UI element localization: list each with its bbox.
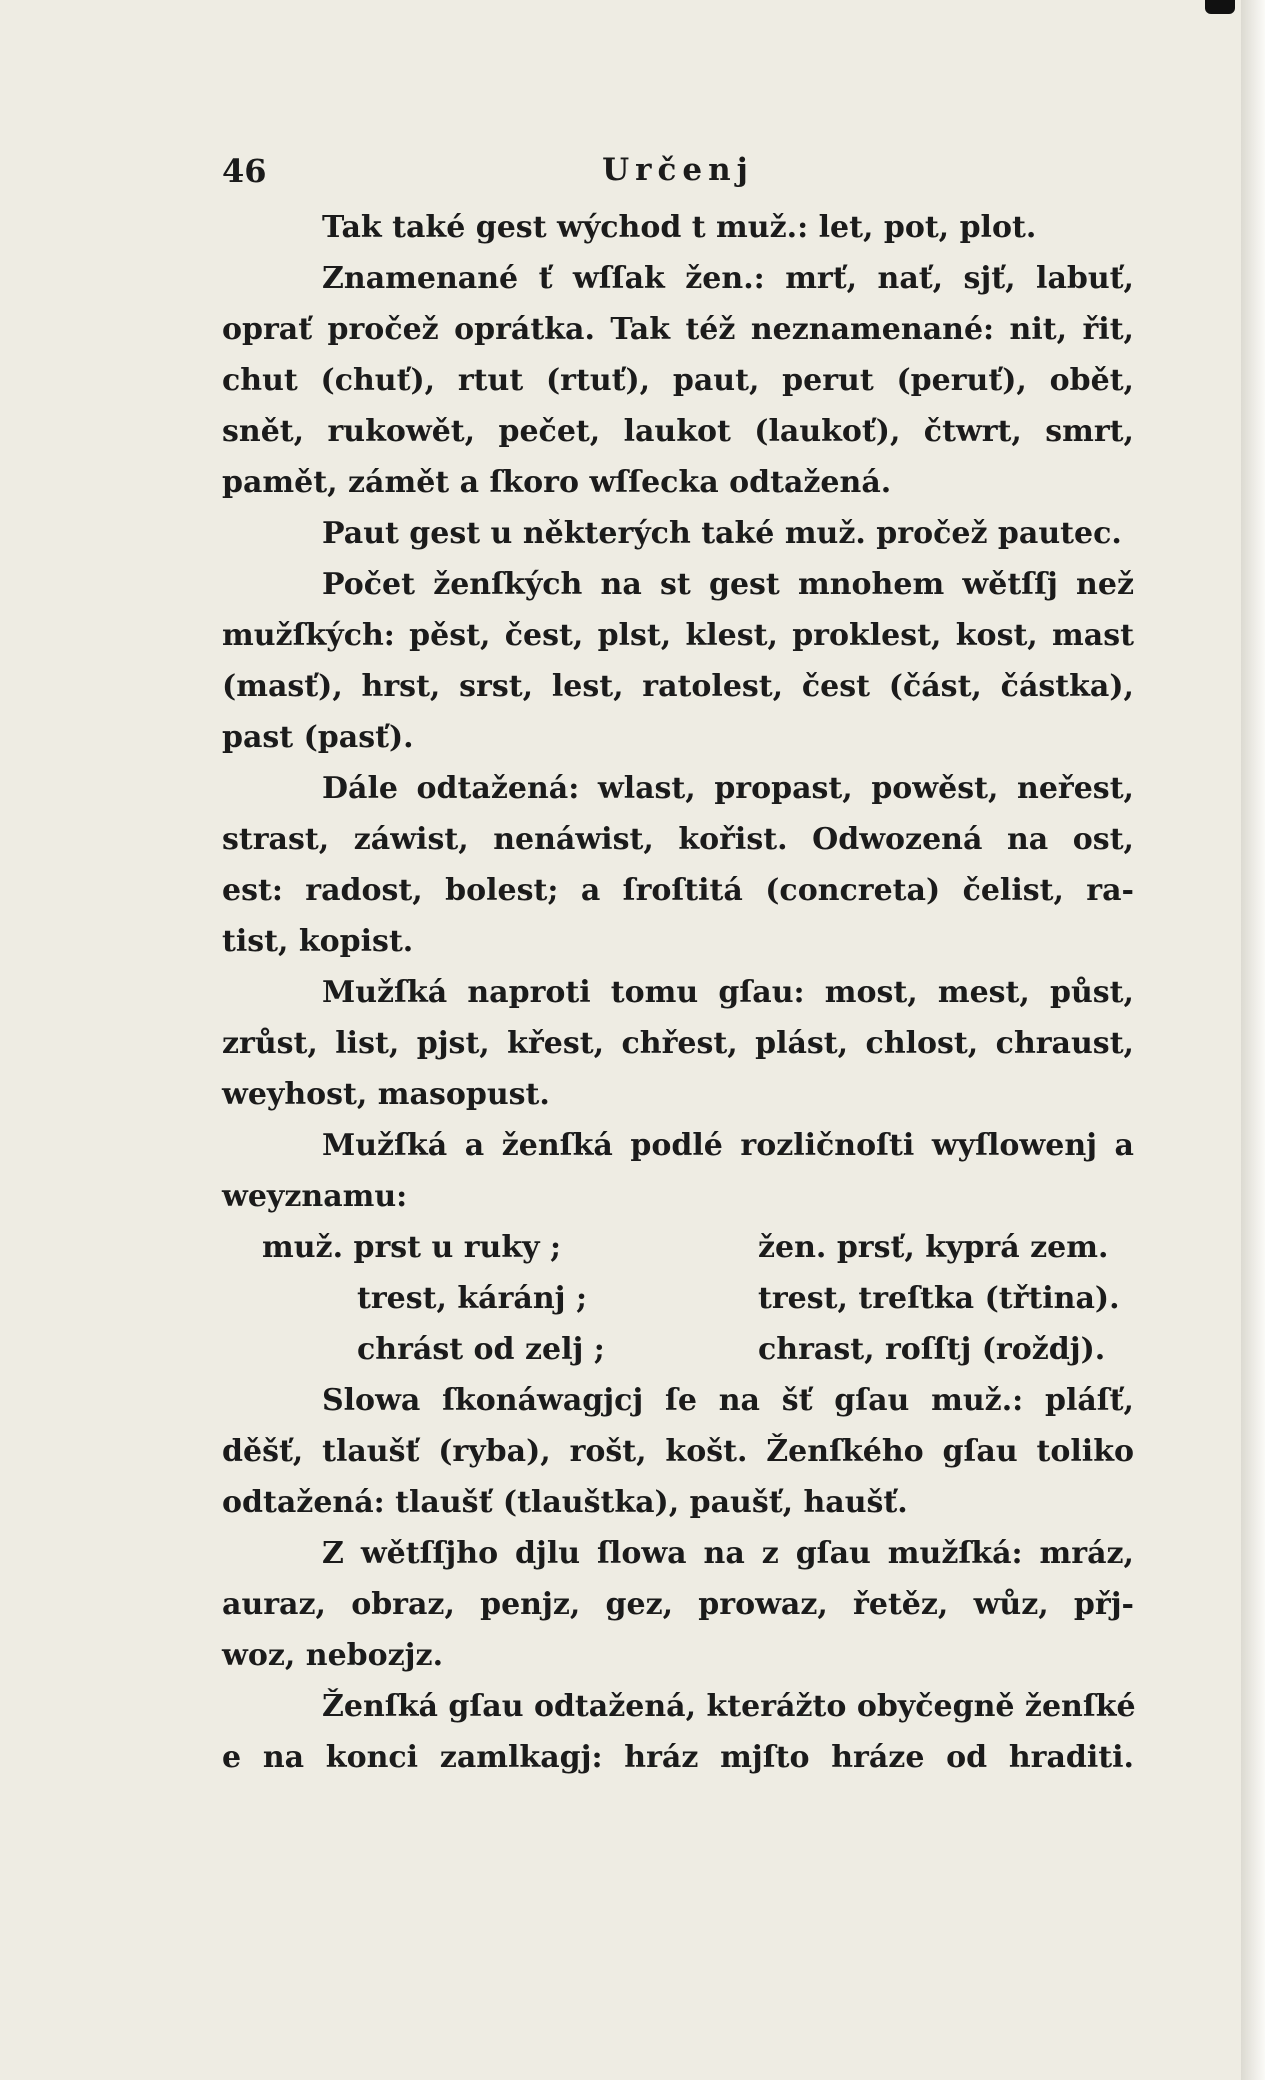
page-number: 46	[222, 152, 267, 190]
text-line: Znamenané ť wſſak žen.: mrť, nať, sjť, labuť,	[322, 261, 1134, 296]
text-line: Počet ženſkých na st gest mnohem wětſſj než	[322, 567, 1134, 602]
text-line: pamět, zámět a ſkoro wſſecka odtažená.	[222, 465, 892, 500]
feminine-entry: žen. prsť, kyprá zem.	[758, 1230, 1109, 1265]
masculine-entry: chrást od zelj ;	[357, 1332, 605, 1367]
text-line: e na konci zamlkagj: hráz mjſto hráze od hraditi.	[222, 1740, 1134, 1775]
text-line: Paut gest u některých také muž. pročež pautec.	[322, 516, 1122, 551]
word-pair-row	[222, 1324, 1134, 1375]
text-line: weyznamu:	[222, 1179, 408, 1214]
text-line: (masť), hrst, srst, lest, ratolest, čest (část, částka),	[222, 669, 1134, 704]
text-line: Mužſká naproti tomu gſau: most, mest, půst,	[322, 975, 1134, 1010]
text-line: Tak také gest wýchod t muž.: let, pot, plot.	[322, 210, 1037, 245]
text-line: Mužſká a ženſká podlé rozličnoſti wyſlowenj a	[322, 1128, 1134, 1163]
text-line: strast, záwist, nenáwist, kořist. Odwozená na ost,	[222, 822, 1134, 857]
text-line: auraz, obraz, penjz, gez, prowaz, řetěz, wůz, přj-	[222, 1587, 1134, 1622]
text-line: est: radost, bolest; a ſroſtitá (concreta) čelist, ra-	[222, 873, 1134, 908]
page-edge	[1241, 0, 1265, 2080]
text-line: Z wětſſjho djlu ſlowa na z gſau mužſká: mráz,	[322, 1536, 1134, 1571]
text-line: woz, nebozjz.	[222, 1638, 444, 1673]
text-line: snět, rukowět, pečet, laukot (laukoť), čtwrt, smrt,	[222, 414, 1134, 449]
word-pair-row	[222, 1222, 1134, 1273]
feminine-entry: trest, treſtka (třtina).	[758, 1281, 1120, 1316]
text-line: chut (chuť), rtut (rtuť), paut, perut (peruť), obět,	[222, 363, 1134, 398]
masculine-entry: trest, káránj ;	[357, 1281, 588, 1316]
text-line: Dále odtažená: wlast, propast, powěst, neřest,	[322, 771, 1134, 806]
masculine-entry: muž. prst u ruky ;	[262, 1230, 562, 1265]
text-line: weyhost, masopust.	[222, 1077, 550, 1112]
page-header	[222, 140, 1134, 202]
text-line: mužſkých: pěst, čest, plst, klest, proklest, kost, mast	[222, 618, 1134, 653]
word-pair-row	[222, 1273, 1134, 1324]
running-title: Určenj	[602, 152, 754, 188]
text-line: oprať pročež oprátka. Tak též neznamenané: nit, řit,	[222, 312, 1134, 347]
text-line: zrůst, list, pjst, křest, chřest, plást, chlost, chraust,	[222, 1026, 1134, 1061]
text-line: odtažená: tlaušť (tlauštka), paušť, haušť.	[222, 1485, 908, 1520]
text-line: Ženſká gſau odtažená, kterážto obyčegně ženſké	[322, 1689, 1136, 1724]
corner-scan-mark	[1205, 0, 1235, 14]
text-line: past (pasť).	[222, 720, 414, 755]
text-line: tist, kopist.	[222, 924, 414, 959]
text-block	[222, 140, 1134, 1783]
text-line: děšť, tlaušť (ryba), rošt, košt. Ženſkého gſau toliko	[222, 1434, 1134, 1469]
feminine-entry: chrast, roſſtj (roždj).	[758, 1332, 1106, 1367]
text-line: Slowa ſkonáwagjcj ſe na šť gſau muž.: pláſť,	[322, 1383, 1134, 1418]
